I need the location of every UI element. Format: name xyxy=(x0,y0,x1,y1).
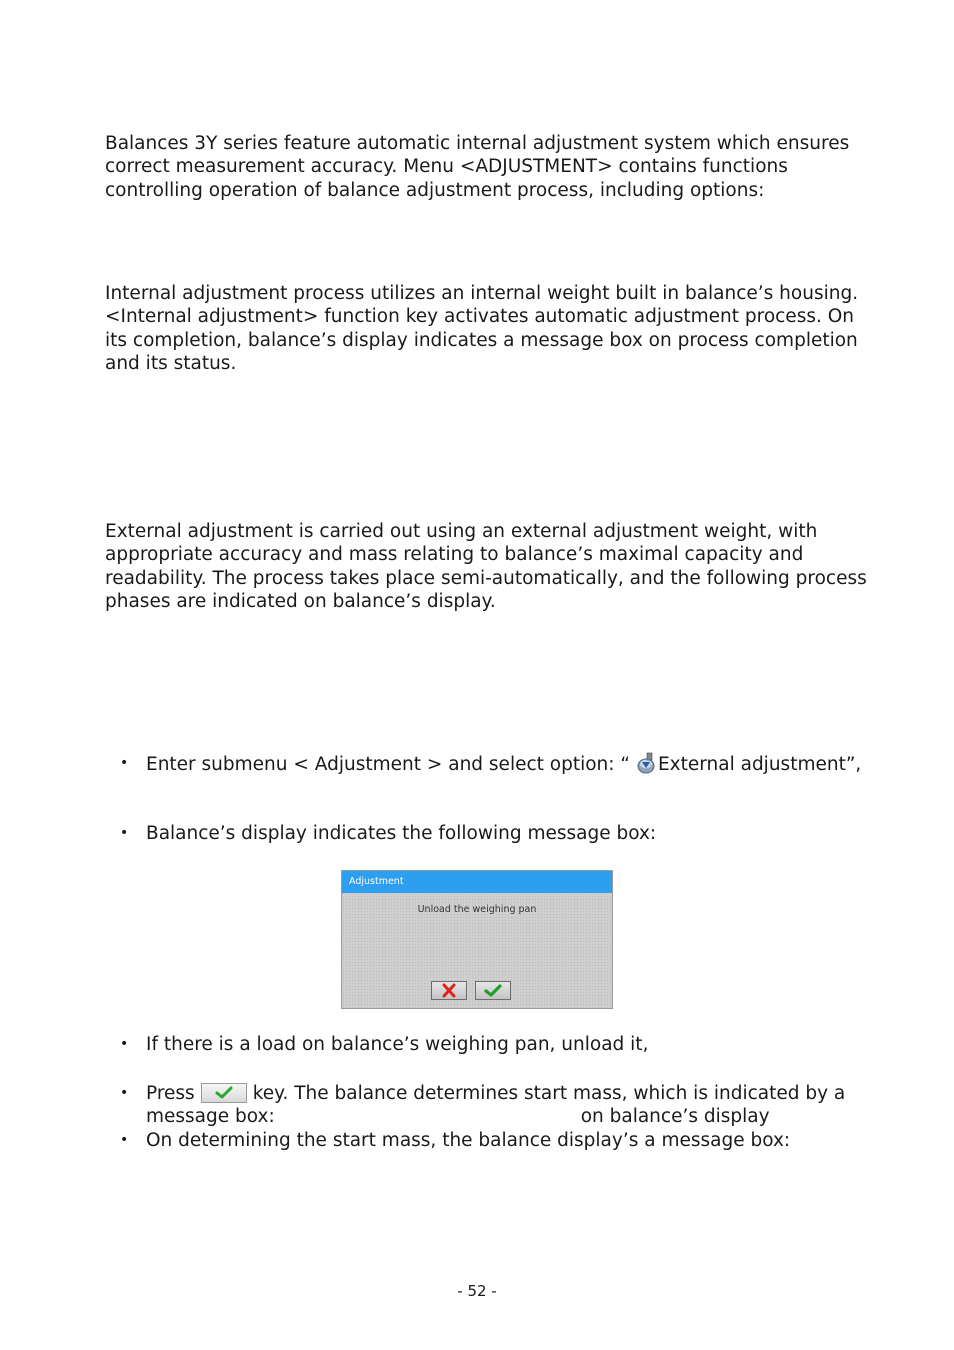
bullet-dot: • xyxy=(120,825,129,841)
bullet-dot: • xyxy=(120,1132,129,1148)
ok-key-image xyxy=(201,1083,247,1103)
bullet-dot: • xyxy=(120,1085,129,1101)
cancel-button[interactable] xyxy=(431,981,467,1000)
instruction-text: Press xyxy=(146,1083,195,1104)
dialog-title: Adjustment xyxy=(349,876,404,887)
list-item-text xyxy=(146,1082,886,1129)
list-item-text xyxy=(146,752,886,776)
red-x-icon xyxy=(441,983,457,998)
internal-adjustment-paragraph: Internal adjustment process utilizes an internal weight built in balance’s housing. <Internal adjustment> function key activates automatic adjustment process. On its completion, balance’s display indicates a message box on process completion and its status. xyxy=(105,283,859,375)
ok-button[interactable] xyxy=(475,981,511,1000)
bullet-dot: • xyxy=(120,755,129,771)
dialog-message: Unload the weighing pan xyxy=(417,904,537,915)
intro-paragraph: Balances 3Y series feature automatic internal adjustment system which ensures correct measurement accuracy. Menu <ADJUSTMENT> contains functions controlling operation of balance adjustment process, including options: xyxy=(105,133,850,201)
instruction-text: Enter submenu < Adjustment > and select option: “ xyxy=(146,754,630,775)
dialog-titlebar xyxy=(342,871,612,893)
green-check-icon xyxy=(483,983,503,998)
external-adjustment-weight-icon xyxy=(636,752,656,774)
external-adjustment-paragraph: External adjustment is carried out using an external adjustment weight, with appropriate accuracy and mass relating to balance’s maximal capacity and readability. The process takes place semi-automatically, and the following process phases are indicated on balance’s display. xyxy=(105,521,867,613)
list-item-text: Balance’s display indicates the following message box: xyxy=(146,823,657,844)
adjustment-dialog-screenshot xyxy=(341,870,613,1009)
list-item-text: If there is a load on balance’s weighing pan, unload it, xyxy=(146,1034,649,1055)
instruction-text-tail: on balance’s display xyxy=(580,1106,770,1128)
green-check-icon xyxy=(213,1085,235,1101)
instruction-text-cont: key. The balance determines start mass, which is indicated by a message box: xyxy=(146,1083,846,1128)
page-number: - 52 - xyxy=(457,1282,497,1300)
instruction-text-cont: External adjustment”, xyxy=(657,754,862,775)
bullet-dot: • xyxy=(120,1036,129,1052)
list-item-text: On determining the start mass, the balance display’s a message box: xyxy=(146,1130,791,1151)
